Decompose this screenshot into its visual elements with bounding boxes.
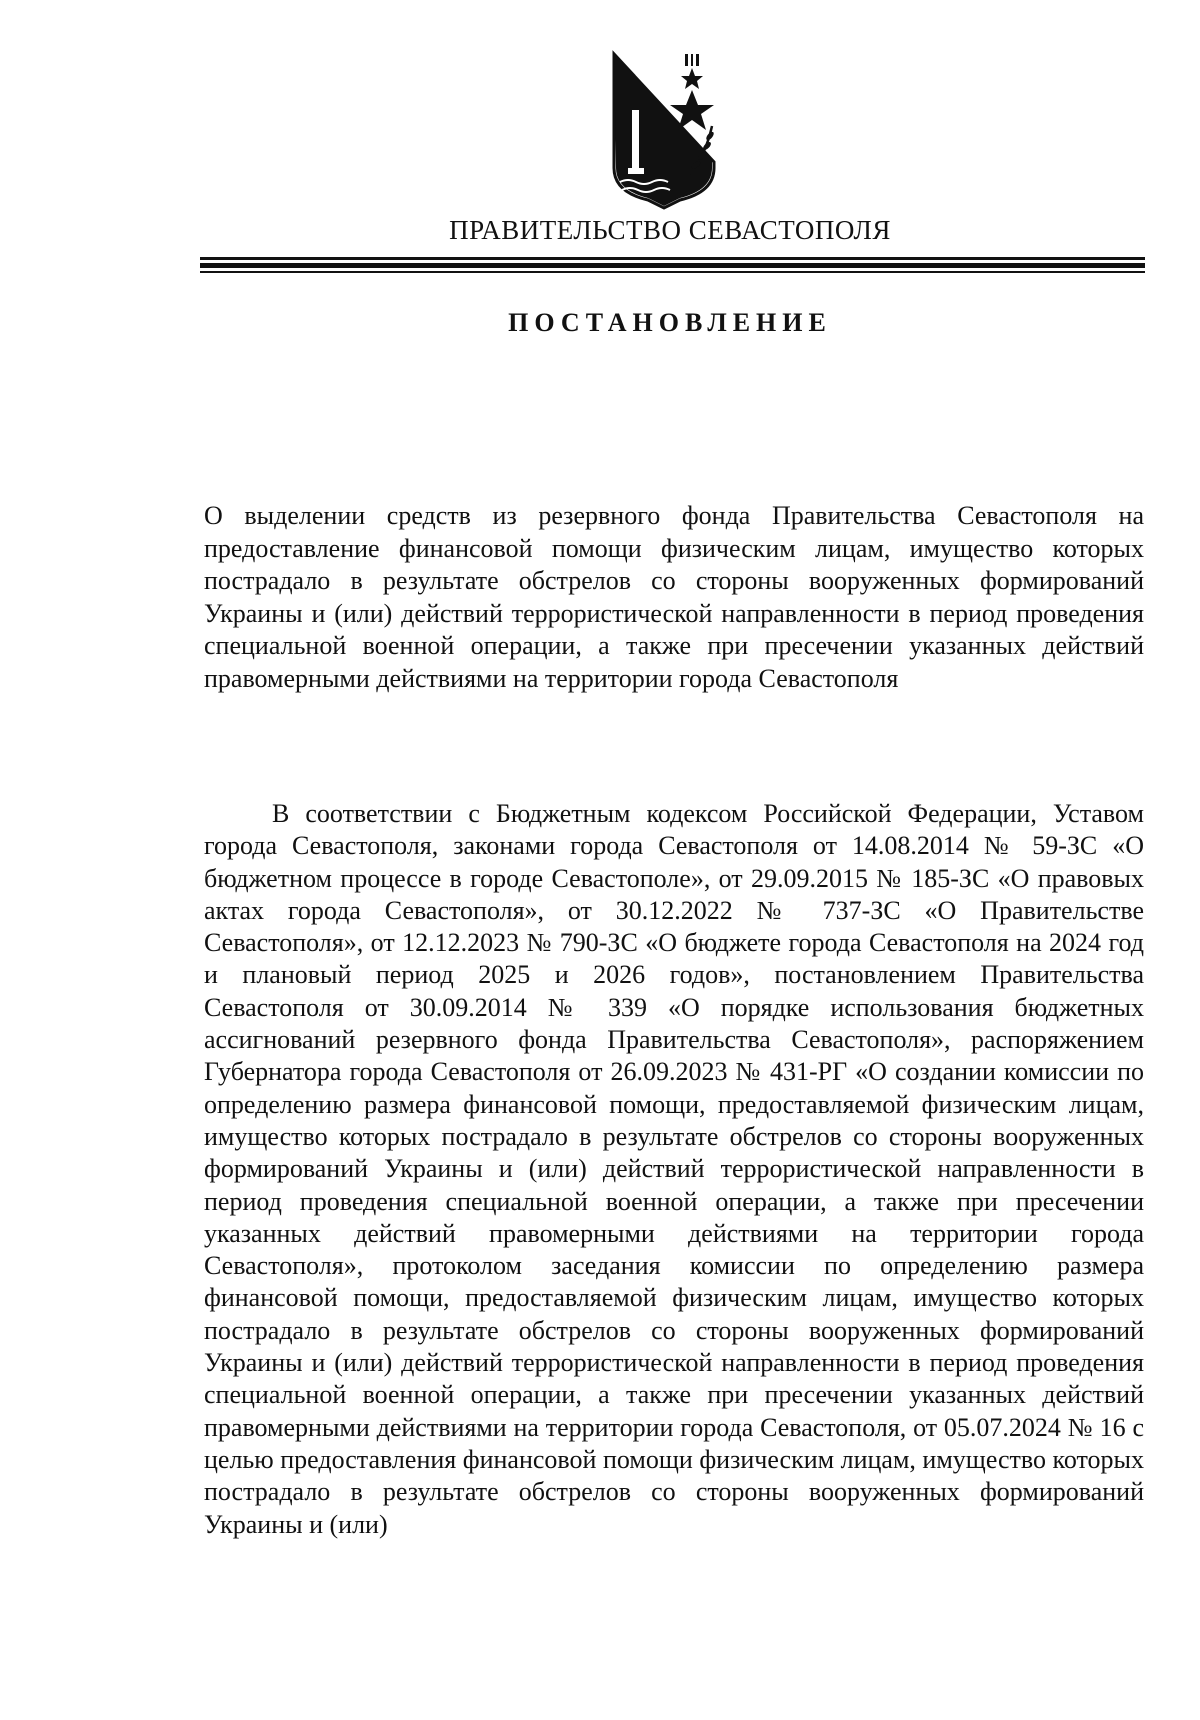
organization-name: ПРАВИТЕЛЬСТВО СЕВАСТОПОЛЯ	[449, 215, 891, 245]
body-paragraph: В соответствии с Бюджетным кодексом Российской Федерации, Уставом города Севастополя, законами города Севастополя от 14.08.2014 № 59-ЗС «О бюджетном процессе в городе Севастополе», от 29.09.2015 № 185-ЗС «О правовых актах города Севастополя», от 30.12.2022 № 737-ЗС «О Правительстве Севастополя», от 12.12.2023 № 790-ЗС «О бюджете города Севастополя на 2024 год и плановый период 2025 и 2026 годов», постановлением Правительства Севастополя от 30.09.2014 № 339 «О порядке использования бюджетных ассигнований резервного фонда Правительства Севастополя», распоряжением Губернатора города Севастополя от 26.09.2023 № 431-РГ «О создании комиссии по определению размера финансовой помощи, предоставляемой физическим лицам, имущество которых пострадало в результате обстрелов со стороны вооруженных формирований Украины и (или) действий террористической направленности в период проведения специальной военной операции, а также при пресечении указанных действий правомерными действиями на территории города Севастополя», протоколом заседания комиссии по определению размера финансовой помощи, предоставляемой физическим лицам, имущество которых пострадало в результате обстрелов со стороны вооруженных формирований Украины и (или) действий террористической направленности в период проведения специальной военной операции, а также при пресечении указанных действий правомерными действиями на территории города Севастополя, от 05.07.2024 № 16 с целью предоставления финансовой помощи физическим лицам, имущество которых пострадало в результате обстрелов со стороны вооруженных формирований Украины и (или)	[204, 799, 1144, 1539]
subject-text: О выделении средств из резервного фонда Правительства Севастополя на предоставление финансовой помощи физическим лицам, имущество которых пострадало в результате обстрелов со стороны вооруженных формирований Украины и (или) действий террористической направленности в период проведения специальной военной операции, а также при пресечении указанных действий правомерными действиями на территории города Севастополя	[204, 501, 1144, 693]
document-body	[204, 798, 1144, 1541]
header-divider-thick	[200, 263, 1145, 268]
header-divider-bottom	[200, 271, 1145, 273]
sevastopol-coat-of-arms-icon	[608, 50, 728, 210]
document-type-title: ПОСТАНОВЛЕНИЕ	[508, 308, 832, 337]
document-subject	[204, 500, 1144, 695]
header-divider-top	[200, 257, 1145, 260]
